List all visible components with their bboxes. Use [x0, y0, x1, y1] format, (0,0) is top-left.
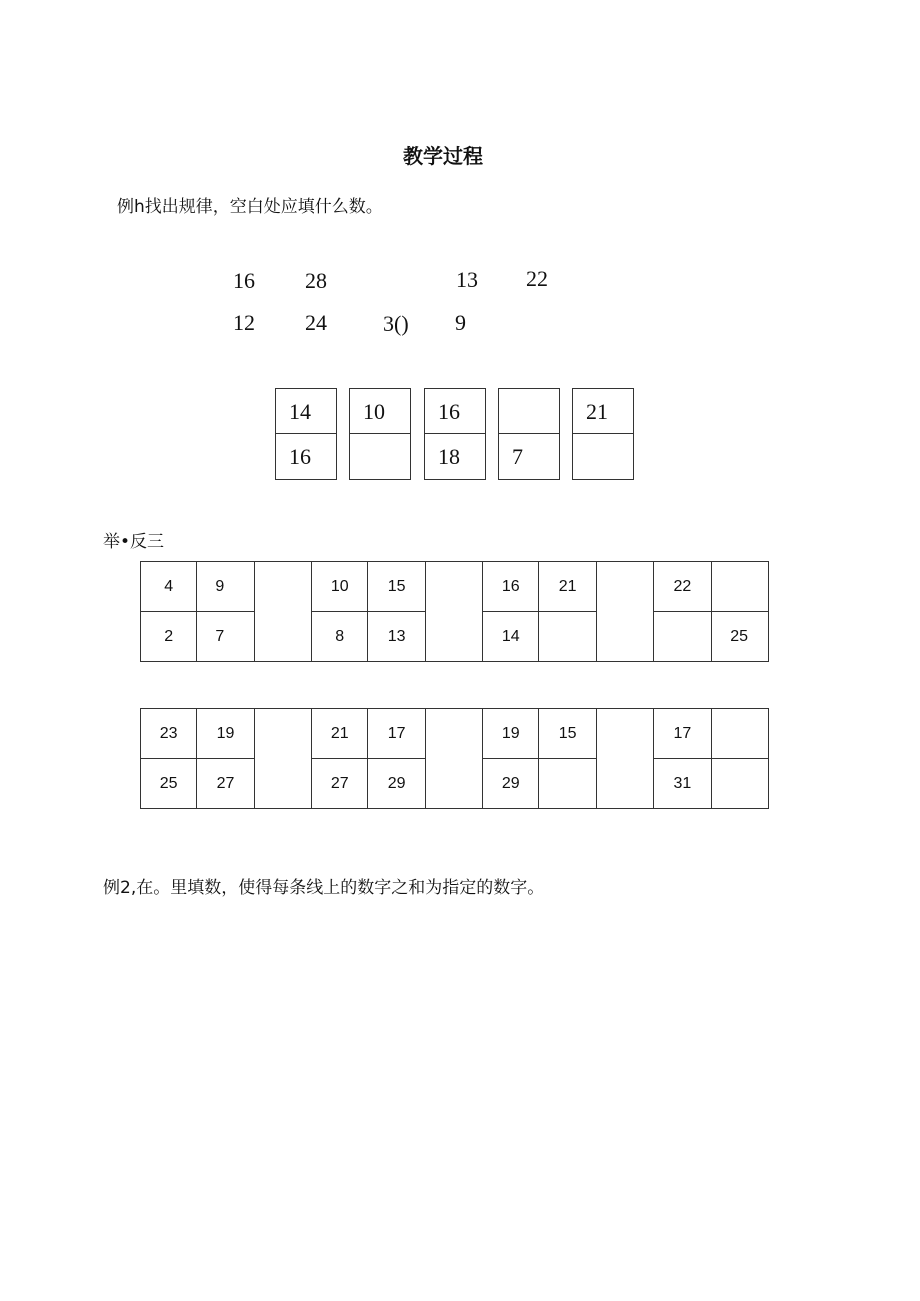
- practice-table-2: [140, 708, 769, 809]
- practice-table-1: [140, 561, 769, 662]
- grid-cell: 2: [141, 612, 197, 662]
- box-top-cell: 10: [350, 389, 410, 434]
- row2-number: 24: [305, 310, 327, 335]
- practice-label: 举•反三: [103, 532, 165, 552]
- grid-cell: 15: [368, 562, 425, 612]
- grid-cell: 25: [711, 612, 768, 662]
- grid-spacer: [425, 709, 482, 809]
- row2-number: 9: [455, 310, 466, 335]
- grid-cell: 15: [539, 709, 596, 759]
- box-bottom-cell: 7: [512, 444, 523, 469]
- grid-cell: [539, 759, 596, 809]
- box-bottom-cell: 18: [438, 444, 460, 469]
- grid-cell: 27: [197, 759, 254, 809]
- grid-cell: 21: [312, 709, 368, 759]
- grid-spacer: [254, 562, 311, 662]
- box-top-cell: 14: [276, 389, 336, 434]
- box-top-cell: 21: [573, 389, 633, 434]
- row1-number: 13: [456, 267, 478, 292]
- grid-cell: 16: [483, 562, 539, 612]
- example1-prompt: 例h找出规律，空白处应填什么数。: [117, 197, 383, 217]
- number-box: [424, 388, 486, 480]
- grid-cell: 19: [197, 709, 254, 759]
- grid-cell: 7: [197, 612, 254, 662]
- grid-cell: 25: [141, 759, 197, 809]
- grid-cell: 22: [654, 562, 711, 612]
- grid-spacer: [596, 562, 653, 662]
- box-top-cell: [499, 389, 559, 434]
- grid-spacer: [596, 709, 653, 809]
- row1-number: 28: [305, 268, 327, 293]
- grid-cell: [711, 709, 768, 759]
- grid-cell: 29: [483, 759, 539, 809]
- number-box: [572, 388, 634, 480]
- grid-cell: 14: [483, 612, 539, 662]
- grid-cell: 23: [141, 709, 197, 759]
- grid-cell: 21: [539, 562, 596, 612]
- grid-cell: [711, 562, 768, 612]
- grid-spacer: [425, 562, 482, 662]
- grid-spacer: [254, 709, 311, 809]
- row1-number: 22: [526, 266, 548, 291]
- grid-cell: [654, 612, 711, 662]
- number-box: [275, 388, 337, 480]
- box-top-cell: 16: [425, 389, 485, 434]
- grid-cell: [711, 759, 768, 809]
- grid-cell: 31: [654, 759, 711, 809]
- grid-cell: 27: [312, 759, 368, 809]
- grid-cell: 4: [141, 562, 197, 612]
- grid-cell: 13: [368, 612, 425, 662]
- grid-cell: 17: [368, 709, 425, 759]
- example2-prompt: 例2,在。里填数，使得每条线上的数字之和为指定的数字。: [103, 878, 545, 898]
- grid-cell: 9: [197, 562, 254, 612]
- row1-number: 16: [233, 268, 255, 293]
- grid-cell: [539, 612, 596, 662]
- number-box: [498, 388, 560, 480]
- grid-cell: 29: [368, 759, 425, 809]
- grid-cell: 10: [312, 562, 368, 612]
- box-bottom-cell: [573, 434, 633, 479]
- row2-number: 3(): [383, 311, 409, 336]
- box-bottom-cell: 16: [289, 444, 311, 469]
- page-title: 教学过程: [403, 144, 483, 168]
- grid-cell: 8: [312, 612, 368, 662]
- row2-number: 12: [233, 310, 255, 335]
- box-bottom-cell: [350, 434, 410, 479]
- grid-cell: 17: [654, 709, 711, 759]
- grid-cell: 19: [483, 709, 539, 759]
- number-box: [349, 388, 411, 480]
